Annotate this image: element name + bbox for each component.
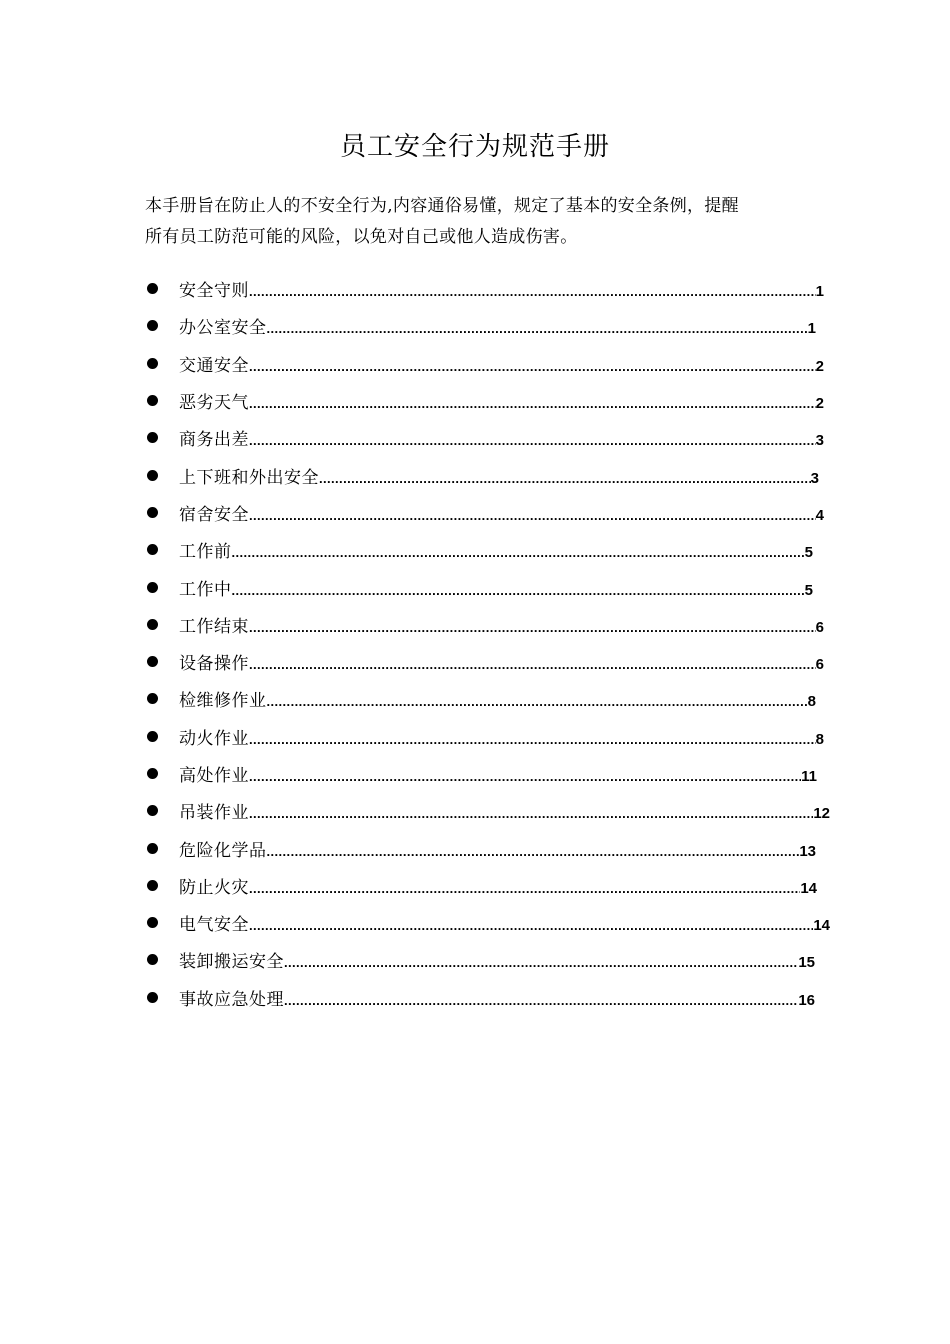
toc-entry-title: 工作中 <box>179 579 232 600</box>
dot-leader <box>267 843 800 860</box>
toc-row <box>179 276 824 301</box>
toc-entry[interactable] <box>145 979 830 1016</box>
bullet-icon <box>147 619 158 630</box>
toc-entry-title: 检维修作业 <box>179 691 267 712</box>
toc-entry[interactable] <box>145 382 830 419</box>
bullet-icon <box>147 283 158 294</box>
toc-entry-title: 宿舍安全 <box>179 504 249 525</box>
dot-leader <box>249 358 816 375</box>
toc-entry-title: 吊装作业 <box>179 803 249 824</box>
toc-entry[interactable] <box>145 531 830 568</box>
toc-entry-page: 14 <box>813 917 830 935</box>
bullet-icon <box>147 880 158 891</box>
toc-entry-page: 1 <box>815 283 824 301</box>
toc-row <box>179 649 824 674</box>
toc-entry-page: 4 <box>815 506 824 524</box>
toc-row <box>179 500 824 525</box>
dot-leader <box>249 283 816 300</box>
toc-entry[interactable] <box>145 568 830 605</box>
toc-row <box>179 873 817 898</box>
toc-row <box>179 388 824 413</box>
bullet-icon <box>147 768 158 779</box>
toc-entry-title: 交通安全 <box>179 355 249 376</box>
toc-entry-title: 工作前 <box>179 542 232 563</box>
intro-paragraph <box>145 191 810 253</box>
dot-leader <box>284 954 798 971</box>
dot-leader <box>232 582 805 599</box>
toc-entry[interactable] <box>145 606 830 643</box>
bullet-icon <box>147 470 158 481</box>
toc-entry-title: 危险化学品 <box>179 840 267 861</box>
toc-row <box>179 985 815 1010</box>
dot-leader <box>267 693 808 710</box>
toc-entry[interactable] <box>145 680 830 717</box>
dot-leader <box>249 432 816 449</box>
toc-entry-title: 高处作业 <box>179 766 249 786</box>
toc-entry[interactable] <box>145 867 830 904</box>
toc-entry-page: 1 <box>807 320 816 338</box>
toc-entry-page: 2 <box>815 395 824 413</box>
toc-entry-title: 电气安全 <box>179 915 249 936</box>
dot-leader <box>284 992 798 1009</box>
toc-entry[interactable] <box>145 643 830 680</box>
toc-entry-title: 办公室安全 <box>179 318 267 339</box>
toc-row <box>179 798 830 823</box>
dot-leader <box>232 544 805 561</box>
toc-row <box>179 910 830 935</box>
toc-row <box>179 947 815 972</box>
toc-entry-page: 5 <box>804 544 813 562</box>
toc-entry[interactable] <box>145 755 830 792</box>
toc-entry[interactable] <box>145 494 830 531</box>
toc-entry[interactable] <box>145 345 830 382</box>
toc-entry[interactable] <box>145 792 830 829</box>
toc-row <box>179 761 817 786</box>
bullet-icon <box>147 395 158 406</box>
bullet-icon <box>147 507 158 518</box>
toc-entry-title: 恶劣天气 <box>179 393 249 414</box>
dot-leader <box>319 470 811 487</box>
bullet-icon <box>147 656 158 667</box>
bullet-icon <box>147 843 158 854</box>
dot-leader <box>249 880 800 897</box>
dot-leader <box>249 507 816 524</box>
toc-entry-title: 商务出差 <box>179 430 249 451</box>
toc-entry-page: 11 <box>801 768 817 785</box>
toc-row <box>179 686 816 711</box>
toc-entry[interactable] <box>145 307 830 344</box>
bullet-icon <box>147 358 158 369</box>
toc-entry-page: 3 <box>810 469 819 487</box>
bullet-icon <box>147 992 158 1003</box>
bullet-icon <box>147 805 158 816</box>
bullet-icon <box>147 432 158 443</box>
toc-entry-page: 3 <box>815 432 824 450</box>
bullet-icon <box>147 693 158 704</box>
dot-leader <box>267 320 808 337</box>
toc-entry-page: 13 <box>799 842 816 860</box>
toc-row <box>179 612 824 637</box>
toc-entry[interactable] <box>145 829 830 866</box>
toc-row <box>179 724 824 749</box>
toc-entry[interactable] <box>145 718 830 755</box>
toc-entry-page: 6 <box>815 656 824 674</box>
toc-row <box>179 313 816 338</box>
toc-entry[interactable] <box>145 419 830 456</box>
toc-entry-page: 8 <box>815 730 824 748</box>
dot-leader <box>249 395 816 412</box>
toc-entry[interactable] <box>145 941 830 978</box>
dot-leader <box>249 656 816 673</box>
bullet-icon <box>147 917 158 928</box>
toc-entry-page: 16 <box>798 991 815 1009</box>
toc-entry-page: 12 <box>813 805 830 823</box>
document-title: 员工安全行为规范手册 <box>339 132 610 163</box>
dot-leader <box>249 768 801 785</box>
dot-leader <box>249 731 816 748</box>
toc-entry-title: 事故应急处理 <box>179 989 284 1010</box>
toc-entry[interactable] <box>145 456 830 493</box>
table-of-contents <box>145 270 830 1016</box>
bullet-icon <box>147 582 158 593</box>
toc-entry-title: 上下班和外出安全 <box>179 467 319 488</box>
toc-entry-page: 8 <box>807 693 816 711</box>
toc-entry-title: 设备操作 <box>179 654 249 675</box>
toc-entry-title: 动火作业 <box>179 728 249 749</box>
toc-row <box>179 836 816 861</box>
toc-entry[interactable] <box>145 904 830 941</box>
intro-line-1: 本手册旨在防止人的不安全行为,内容通俗易懂，规定了基本的安全条例，提醒 <box>145 196 739 216</box>
bullet-icon <box>147 320 158 331</box>
toc-entry-title: 安全守则 <box>179 281 249 302</box>
toc-entry-page: 5 <box>804 581 813 599</box>
toc-row <box>179 425 824 450</box>
toc-row <box>179 351 824 376</box>
dot-leader <box>249 619 816 636</box>
bullet-icon <box>147 954 158 965</box>
bullet-icon <box>147 731 158 742</box>
dot-leader <box>249 917 813 934</box>
toc-entry[interactable] <box>145 270 830 307</box>
bullet-icon <box>147 544 158 555</box>
toc-entry-page: 14 <box>800 879 817 897</box>
toc-entry-title: 装卸搬运安全 <box>179 952 284 973</box>
toc-entry-title: 工作结束 <box>179 616 249 637</box>
toc-row <box>179 537 813 562</box>
intro-line-2: 所有员工防范可能的风险，以免对自己或他人造成伤害。 <box>145 227 578 247</box>
toc-entry-page: 6 <box>815 618 824 636</box>
toc-entry-page: 2 <box>815 357 824 375</box>
toc-row <box>179 463 819 488</box>
toc-entry-page: 15 <box>798 954 815 972</box>
toc-row <box>179 575 813 600</box>
dot-leader <box>249 805 813 822</box>
toc-entry-title: 防止火灾 <box>179 877 249 898</box>
